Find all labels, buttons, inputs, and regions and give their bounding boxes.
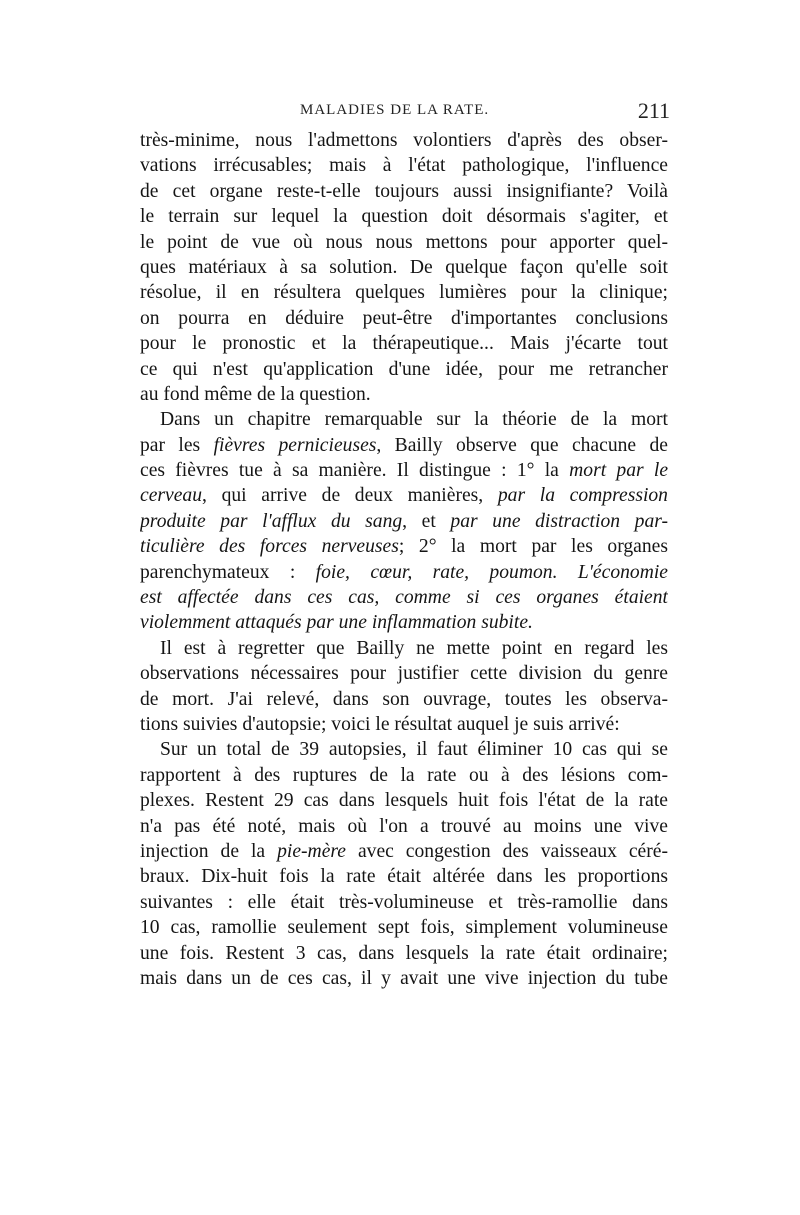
italic-text-segment: par une distraction par-: [450, 510, 668, 532]
italic-text-segment: produite par l'afflux du sang: [140, 510, 403, 532]
text-line: [140, 712, 668, 737]
text-line: [140, 306, 668, 331]
text-segment: observations nécessaires pour justifier cette division du genre: [140, 663, 668, 685]
text-segment: Il est à regretter que Bailly ne mette point en regard les: [160, 637, 668, 659]
text-line: [140, 331, 668, 356]
text-line: [140, 153, 668, 178]
text-line: [140, 839, 668, 864]
text-line: [140, 230, 668, 255]
text-line: [140, 941, 668, 966]
text-segment: une fois. Restent 3 cas, dans lesquels la rate était ordinaire;: [140, 942, 668, 964]
text-line: [140, 280, 668, 305]
text-line: [140, 128, 668, 153]
text-line: [140, 458, 668, 483]
text-line: [140, 636, 668, 661]
text-line: [140, 737, 668, 762]
text-line: [140, 661, 668, 686]
text-line: [140, 560, 668, 585]
italic-text-segment: foie, cœur, rate, poumon. L'économie: [315, 561, 668, 583]
text-segment: de cet organe reste-t-elle toujours aussi insignifiante? Voilà: [140, 180, 668, 202]
text-segment: ces fièvres tue à sa manière. Il distingue : 1° la: [140, 460, 570, 482]
text-line: [140, 814, 668, 839]
text-segment: ce qui n'est qu'application d'une idée, pour me retrancher: [140, 358, 668, 380]
text-segment: de mort. J'ai relevé, dans son ouvrage, toutes les observa-: [140, 688, 668, 710]
text-segment: on pourra en déduire peut-être d'importantes conclusions: [140, 307, 668, 329]
page-number: 211: [637, 98, 670, 123]
text-segment: le point de vue où nous nous mettons pour apporter quel-: [140, 231, 668, 253]
text-segment: vations irrécusables; mais à l'état pathologique, l'influence: [140, 155, 668, 177]
body-text: [140, 128, 668, 991]
italic-text-segment: mort par le: [569, 460, 668, 482]
text-segment: rapportent à des ruptures de la rate ou à des lésions com-: [140, 764, 668, 786]
text-segment: Dans un chapitre remarquable sur la théorie de la mort: [160, 409, 668, 431]
text-segment: injection de la: [140, 840, 278, 862]
text-line: [140, 509, 668, 534]
text-segment: 10 cas, ramollie seulement sept fois, simplement volumineuse: [140, 917, 668, 939]
page-header: [140, 98, 670, 124]
text-segment: Sur un total de 39 autopsies, il faut éliminer 10 cas qui se: [160, 739, 668, 761]
italic-text-segment: par la compression: [497, 485, 668, 507]
text-line: [140, 433, 668, 458]
text-segment: , et: [402, 510, 451, 532]
text-line: [140, 204, 668, 229]
italic-text-segment: cerveau: [140, 485, 203, 507]
text-segment: plexes. Restent 29 cas dans lesquels huit fois l'état de la rate: [140, 790, 668, 812]
italic-text-segment: violemment attaqués par une inflammation subite.: [140, 612, 533, 634]
text-segment: avec congestion des vaisseaux céré-: [345, 840, 668, 862]
text-segment: par les: [140, 434, 214, 456]
text-segment: n'a pas été noté, mais où l'on a trouvé au moins une vive: [140, 815, 668, 837]
text-line: [140, 890, 668, 915]
text-line: [140, 534, 668, 559]
text-line: [140, 585, 668, 610]
text-line: [140, 763, 668, 788]
text-line: [140, 255, 668, 280]
text-segment: le terrain sur lequel la question doit désormais s'agiter, et: [140, 206, 668, 228]
text-segment: au fond même de la question.: [140, 383, 371, 405]
text-line: [140, 357, 668, 382]
text-line: [140, 915, 668, 940]
text-line: [140, 179, 668, 204]
text-segment: parenchymateux :: [140, 561, 316, 583]
text-line: [140, 788, 668, 813]
text-line: [140, 966, 668, 991]
italic-text-segment: pie-mère: [277, 840, 346, 862]
text-segment: ; 2° la mort par les organes: [398, 536, 668, 558]
text-segment: braux. Dix-huit fois la rate était altérée dans les proportions: [140, 866, 668, 888]
text-line: [140, 407, 668, 432]
italic-text-segment: est affectée dans ces cas, comme si ces organes étaient: [140, 587, 668, 609]
text-segment: pour le pronostic et la thérapeutique... Mais j'écarte tout: [140, 333, 668, 355]
text-segment: tions suivies d'autopsie; voici le résultat auquel je suis arrivé:: [140, 713, 620, 735]
text-segment: , Bailly observe que chacune de: [376, 434, 668, 456]
running-title: MALADIES DE LA RATE.: [300, 102, 490, 118]
text-segment: mais dans un de ces cas, il y avait une vive injection du tube: [140, 967, 668, 989]
text-line: [140, 864, 668, 889]
text-line: [140, 610, 668, 635]
text-line: [140, 483, 668, 508]
italic-text-segment: ticulière des forces nerveuses: [140, 536, 399, 558]
text-segment: suivantes : elle était très-volumineuse et très-ramollie dans: [140, 891, 668, 913]
text-line: [140, 382, 668, 407]
text-segment: résolue, il en résultera quelques lumières pour la clinique;: [140, 282, 668, 304]
italic-text-segment: fièvres pernicieuses: [213, 434, 377, 456]
text-segment: très-minime, nous l'admettons volontiers d'après des obser-: [140, 130, 668, 151]
text-segment: , qui arrive de deux manières,: [202, 485, 498, 507]
text-line: [140, 687, 668, 712]
text-segment: ques matériaux à sa solution. De quelque façon qu'elle soit: [140, 256, 668, 278]
